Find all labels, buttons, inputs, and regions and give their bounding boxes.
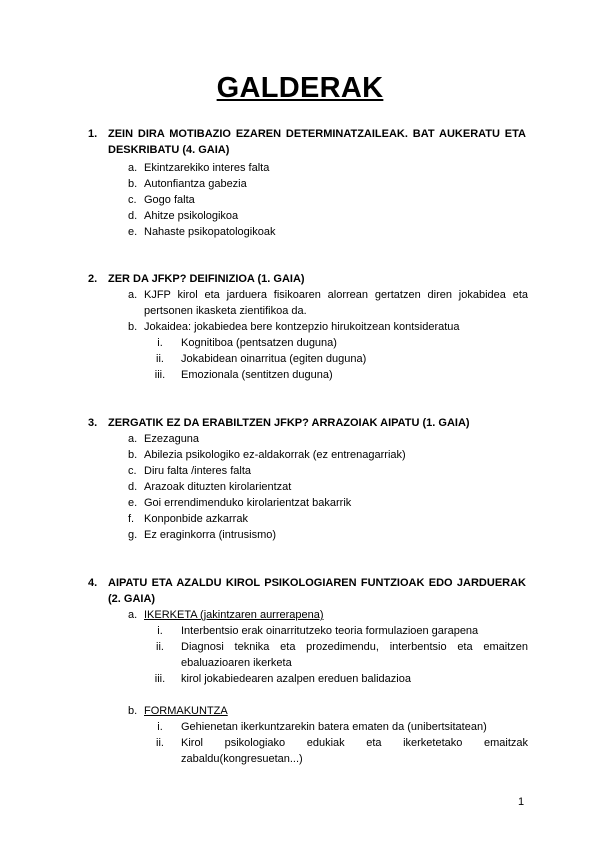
list-marker: c. <box>128 465 137 477</box>
sub-list-item <box>150 639 528 671</box>
list-marker: e. <box>128 497 138 509</box>
page-number: 1 <box>518 796 525 808</box>
list-item <box>128 479 528 495</box>
list-item-text: Autonfiantza gabezia <box>144 178 247 190</box>
list-item <box>128 176 528 192</box>
question-2 <box>88 271 526 287</box>
list-item-text: Nahaste psikopatologikoak <box>144 226 276 238</box>
list-marker: iii. <box>154 369 166 381</box>
section-heading: IKERKETA (jakintzaren aurrerapena) <box>144 609 324 621</box>
question-1 <box>88 126 526 158</box>
list-item <box>128 192 528 208</box>
question-number: 1. <box>88 128 98 140</box>
list-item-text: Arazoak dituzten kirolarientzat <box>144 481 292 493</box>
list-item-text: Ezezaguna <box>144 433 200 445</box>
list-item <box>128 287 528 319</box>
sub-list-item <box>150 351 528 367</box>
list-item-text: Diagnosi teknika eta prozedimendu, interbentsio eta emaitzen ebaluazioaren ikerketa <box>181 641 528 669</box>
list-item-text: Gehienetan ikerkuntzarekin batera ematen da (unibertsitatean) <box>181 721 487 733</box>
sub-list-item <box>150 623 528 639</box>
list-item <box>128 224 528 240</box>
list-marker: a. <box>128 433 138 445</box>
sub-list-item <box>150 719 528 735</box>
sub-list-item <box>150 671 528 687</box>
list-marker: b. <box>128 705 138 717</box>
list-marker: b. <box>128 449 138 461</box>
sub-list-item <box>150 367 528 383</box>
question-number: 2. <box>88 273 98 285</box>
list-marker: a. <box>128 162 138 174</box>
list-marker: g. <box>128 529 138 541</box>
question-number: 3. <box>88 417 98 429</box>
list-marker: ii. <box>156 737 164 749</box>
question-text: ZEIN DIRA MOTIBAZIO EZAREN DETERMINATZAILEAK. BAT AUKERATU ETA DESKRIBATU (4. GAIA) <box>108 128 526 156</box>
list-item-text: Abilezia psikologiko ez-aldakorrak (ez entrenagarriak) <box>144 449 406 461</box>
list-item-text: Diru falta /interes falta <box>144 465 251 477</box>
sub-list-item <box>150 735 528 767</box>
list-marker: ii. <box>156 641 164 653</box>
list-item <box>128 511 528 527</box>
list-item-text: Ahitze psikologikoa <box>144 210 239 222</box>
sub-list-item <box>150 335 528 351</box>
list-item-text: Jokaidea: jokabiedea bere kontzepzio hirukoitzean kontsideratua <box>144 321 460 333</box>
list-marker: d. <box>128 481 138 493</box>
list-item <box>128 447 528 463</box>
list-item-text: Emozionala (sentitzen duguna) <box>181 369 333 381</box>
list-marker: iii. <box>154 673 166 685</box>
list-marker: e. <box>128 226 138 238</box>
list-marker: i. <box>157 721 163 733</box>
list-item <box>128 495 528 511</box>
question-text: ZERGATIK EZ DA ERABILTZEN JFKP? ARRAZOIAK AIPATU (1. GAIA) <box>108 417 470 429</box>
list-marker: f. <box>128 513 135 525</box>
list-item-text: Kognitiboa (pentsatzen duguna) <box>181 337 337 349</box>
list-item-text: KJFP kirol eta jarduera fisikoaren alorrean gertatzen diren jokabidea eta pertsonen ikasketa zientifikoa da. <box>144 289 528 317</box>
question-number: 4. <box>88 577 98 589</box>
list-marker: c. <box>128 194 137 206</box>
list-item-text: kirol jokabiedearen azalpen ereduen balidazioa <box>181 673 411 685</box>
list-marker: b. <box>128 321 138 333</box>
list-item-text: Gogo falta <box>144 194 195 206</box>
list-item-text: Goi errendimenduko kirolarientzat bakarrik <box>144 497 352 509</box>
list-marker: a. <box>128 609 138 621</box>
list-marker: ii. <box>156 353 164 365</box>
list-item <box>128 607 528 623</box>
question-3 <box>88 415 526 431</box>
list-item-text: Jokabidean oinarritua (egiten duguna) <box>181 353 367 365</box>
list-item <box>128 463 528 479</box>
list-item <box>128 703 528 719</box>
list-item-text: Kirol psikologiako edukiak eta ikerketetako emaitzak zabaldu(kongresuetan...) <box>181 737 528 765</box>
list-marker: a. <box>128 289 138 301</box>
page-title: GALDERAK <box>216 72 384 104</box>
list-item <box>128 208 528 224</box>
list-item <box>128 527 528 543</box>
list-item-text: Ekintzarekiko interes falta <box>144 162 270 174</box>
list-item-text: Konponbide azkarrak <box>144 513 248 525</box>
list-marker: i. <box>157 625 163 637</box>
question-4 <box>88 575 526 607</box>
question-text: AIPATU ETA AZALDU KIROL PSIKOLOGIAREN FUNTZIOAK EDO JARDUERAK (2. GAIA) <box>108 577 526 605</box>
list-marker: i. <box>157 337 163 349</box>
list-item <box>128 160 528 176</box>
list-item <box>128 319 528 335</box>
list-marker: d. <box>128 210 138 222</box>
list-marker: b. <box>128 178 138 190</box>
section-heading: FORMAKUNTZA <box>144 705 228 717</box>
list-item-text: Ez eraginkorra (intrusismo) <box>144 529 277 541</box>
list-item <box>128 431 528 447</box>
question-text: ZER DA JFKP? DEIFINIZIOA (1. GAIA) <box>108 273 305 285</box>
list-item-text: Interbentsio erak oinarritutzeko teoria formulazioen garapena <box>181 625 479 637</box>
